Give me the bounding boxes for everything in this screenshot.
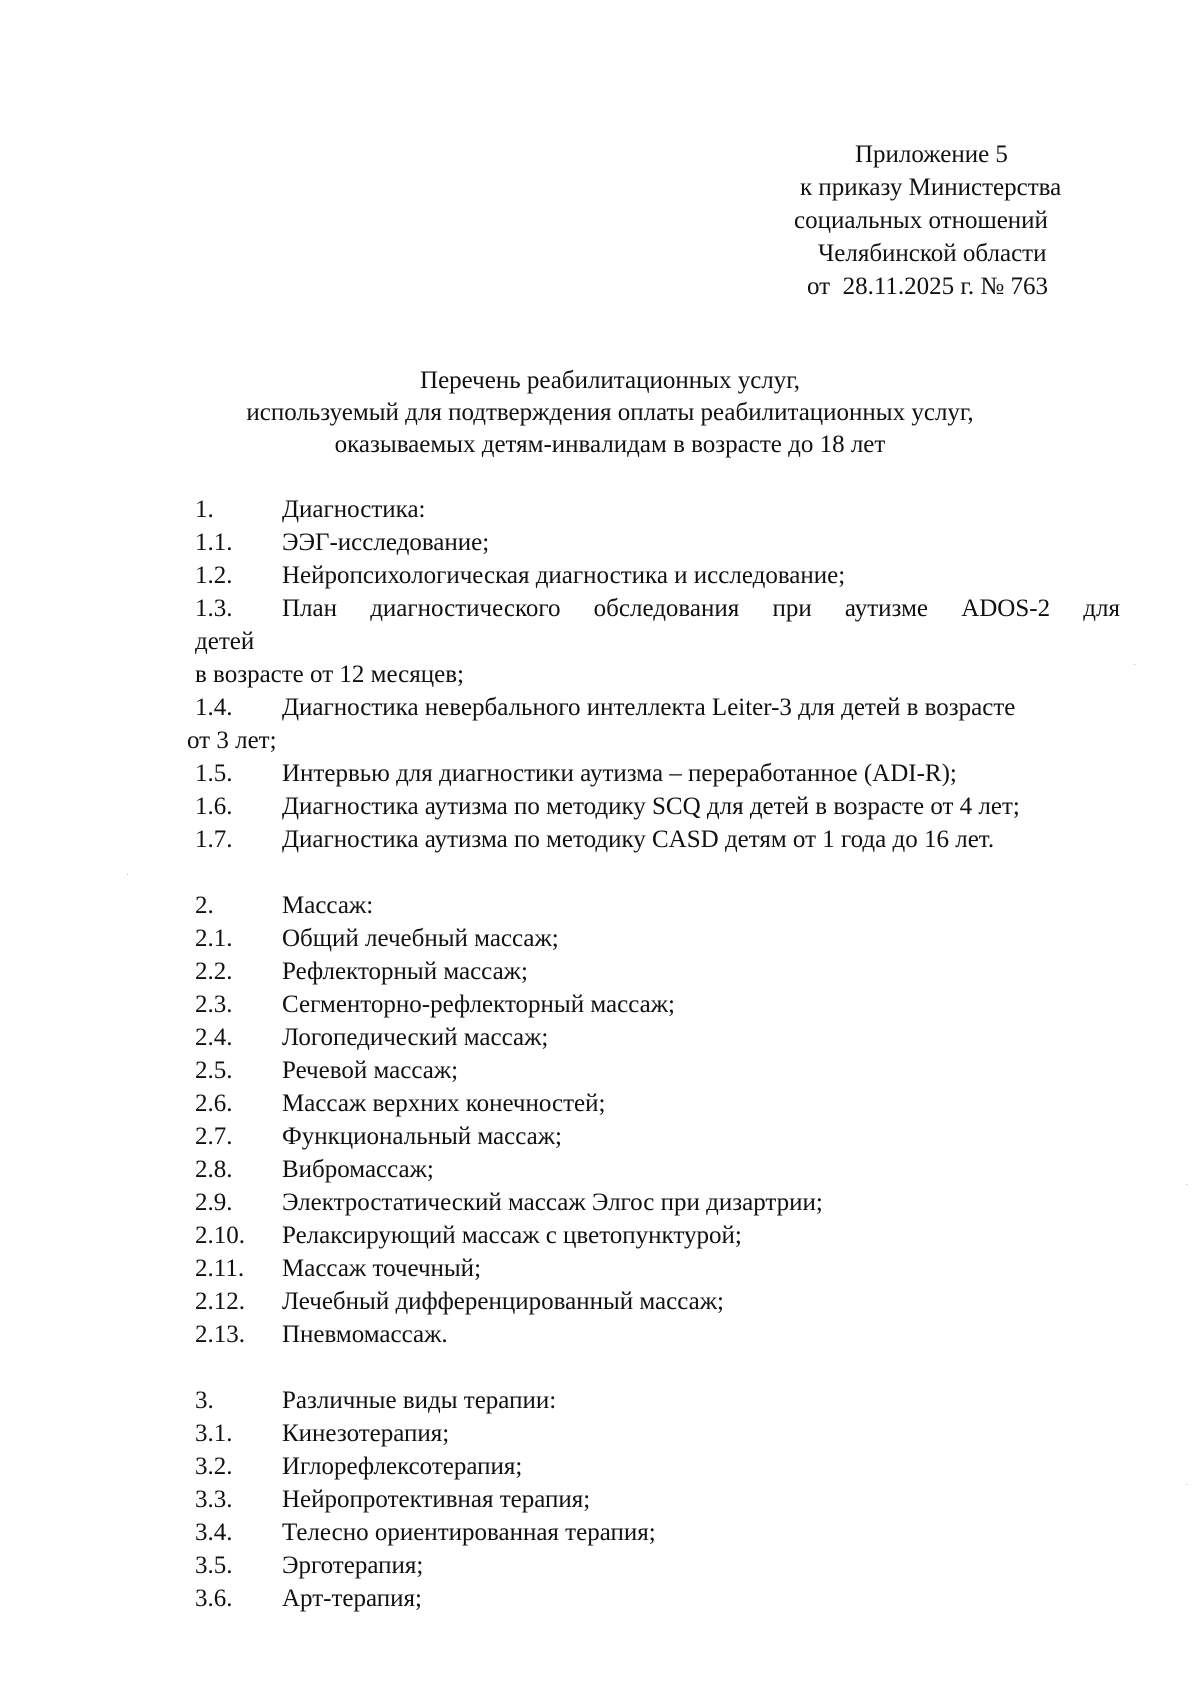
- item-number: 1.5.: [195, 760, 233, 787]
- title-line-3: оказываемых детям-инвалидам в возрасте до 18 лет: [334, 431, 886, 458]
- section-label: Массаж:: [282, 892, 374, 919]
- item-text: Иглорефлексотерапия;: [282, 1453, 523, 1480]
- list-item: [195, 1186, 1120, 1219]
- item-text: Нейропротективная терапия;: [282, 1486, 591, 1513]
- list-item: [195, 1516, 1120, 1549]
- item-text: ЭЭГ-исследование;: [282, 529, 490, 556]
- item-number: 1.1.: [195, 529, 233, 556]
- section-number: 1.: [195, 496, 214, 523]
- section-heading: [195, 493, 1120, 526]
- section-label: Диагностика:: [282, 496, 426, 523]
- item-number: 2.8.: [195, 1156, 233, 1183]
- section-gap: [195, 1351, 1120, 1384]
- item-number: 3.1.: [195, 1420, 233, 1447]
- list-item: [195, 1549, 1120, 1582]
- title-line-1: Перечень реабилитационных услуг,: [420, 367, 800, 394]
- section-label: Различные виды терапии:: [282, 1387, 557, 1414]
- list-item: [195, 559, 1120, 592]
- scan-speck: ·: [1185, 1480, 1189, 1491]
- item-text: Диагностика аутизма по методику CASD детям от 1 года до 16 лет.: [282, 826, 995, 853]
- list-item: [195, 1285, 1120, 1318]
- list-item: [195, 922, 1120, 955]
- list-item: [195, 757, 1120, 790]
- item-number: 1.6.: [195, 793, 233, 820]
- item-text: Речевой массаж;: [282, 1057, 459, 1084]
- item-text: Логопедический массаж;: [282, 1024, 549, 1051]
- item-text: Функциональный массаж;: [282, 1123, 562, 1150]
- item-number: 2.12.: [195, 1288, 245, 1315]
- item-text: Рефлекторный массаж;: [282, 958, 528, 985]
- item-number: 1.3.: [195, 595, 233, 622]
- list-item: [195, 790, 1120, 823]
- list-item: [195, 526, 1120, 559]
- item-number: 1.4.: [195, 694, 233, 721]
- item-text: Арт-терапия;: [282, 1585, 422, 1612]
- appendix-date-number: от 28.11.2025 г. № 763: [807, 273, 1048, 300]
- section-gap: [195, 856, 1120, 889]
- item-number: 2.1.: [195, 925, 233, 952]
- list-item: [195, 1582, 1120, 1615]
- list-item: [195, 823, 1120, 856]
- section-number: 2.: [195, 892, 214, 919]
- section-heading: [195, 1384, 1120, 1417]
- item-number: 3.5.: [195, 1552, 233, 1579]
- list-item: [195, 1483, 1120, 1516]
- item-number: 2.13.: [195, 1321, 245, 1348]
- item-number: 2.3.: [195, 991, 233, 1018]
- list-item: [195, 691, 1120, 724]
- item-number: 1.7.: [195, 826, 233, 853]
- item-text: Диагностика аутизма по методику SCQ для детей в возрасте от 4 лет;: [282, 793, 1020, 820]
- item-text: Общий лечебный массаж;: [282, 925, 559, 952]
- item-text: Сегменторно-рефлекторный массаж;: [282, 991, 675, 1018]
- scan-speck: ·: [126, 870, 130, 881]
- item-text: Интервью для диагностики аутизма – переработанное (ADI-R);: [282, 760, 957, 787]
- list-item: [195, 988, 1120, 1021]
- list-item: [195, 1252, 1120, 1285]
- item-text: Массаж точечный;: [282, 1255, 482, 1282]
- item-text: Вибромассаж;: [282, 1156, 434, 1183]
- list-item: [195, 1054, 1120, 1087]
- list-item: [195, 1120, 1120, 1153]
- item-number: 2.5.: [195, 1057, 233, 1084]
- item-number: 2.11.: [195, 1255, 245, 1282]
- item-text: Диагностика невербального интеллекта Leiter-3 для детей в возрасте: [282, 694, 1016, 721]
- list-item: [195, 592, 1120, 625]
- item-number: 3.2.: [195, 1453, 233, 1480]
- item-text: Телесно ориентированная терапия;: [282, 1519, 656, 1546]
- list-item: [195, 955, 1120, 988]
- list-item: [195, 1087, 1120, 1120]
- item-text: Кинезотерапия;: [282, 1420, 450, 1447]
- list-item: [195, 1318, 1120, 1351]
- item-text-continuation: детей: [195, 628, 255, 655]
- item-text: Пневмомассаж.: [282, 1321, 448, 1348]
- item-number: 2.10.: [195, 1222, 245, 1249]
- list-item: [195, 1417, 1120, 1450]
- item-text-continuation: от 3 лет;: [187, 727, 277, 754]
- document-title: [190, 365, 1030, 461]
- appendix-number: Приложение 5: [855, 141, 1008, 168]
- item-number: 2.4.: [195, 1024, 233, 1051]
- section-heading: [195, 889, 1120, 922]
- item-text: Массаж верхних конечностей;: [282, 1090, 606, 1117]
- list-item: [195, 1219, 1120, 1252]
- item-text: Нейропсихологическая диагностика и исследование;: [282, 562, 846, 589]
- services-list: [187, 493, 1120, 1615]
- item-number: 2.6.: [195, 1090, 233, 1117]
- list-item: [195, 1021, 1120, 1054]
- item-text: Релаксирующий массаж с цветопунктурой;: [282, 1222, 742, 1249]
- item-number: 3.3.: [195, 1486, 233, 1513]
- list-item: [195, 1153, 1120, 1186]
- item-text: Лечебный дифференцированный массаж;: [282, 1288, 724, 1315]
- section-number: 3.: [195, 1387, 214, 1414]
- item-number: 3.6.: [195, 1585, 233, 1612]
- scan-speck: ·: [1133, 660, 1137, 671]
- scan-speck: ·: [1185, 1180, 1189, 1191]
- item-text-continuation: в возрасте от 12 месяцев;: [195, 661, 464, 688]
- appendix-header: [760, 138, 1160, 303]
- item-text: План диагностического обследования при аутизме ADOS-2 для: [282, 595, 1120, 622]
- item-number: 2.7.: [195, 1123, 233, 1150]
- item-number: 2.9.: [195, 1189, 233, 1216]
- item-text: Эрготерапия;: [282, 1552, 424, 1579]
- appendix-ministry: социальных отношений: [794, 207, 1048, 234]
- item-number: 3.4.: [195, 1519, 233, 1546]
- item-text: Электростатический массаж Элгос при дизартрии;: [282, 1189, 823, 1216]
- item-number: 2.2.: [195, 958, 233, 985]
- appendix-order-ref: к приказу Министерства: [800, 174, 1062, 201]
- title-line-2: используемый для подтверждения оплаты реабилитационных услуг,: [246, 399, 974, 426]
- appendix-region: Челябинской области: [818, 240, 1047, 267]
- item-number: 1.2.: [195, 562, 233, 589]
- list-item: [195, 1450, 1120, 1483]
